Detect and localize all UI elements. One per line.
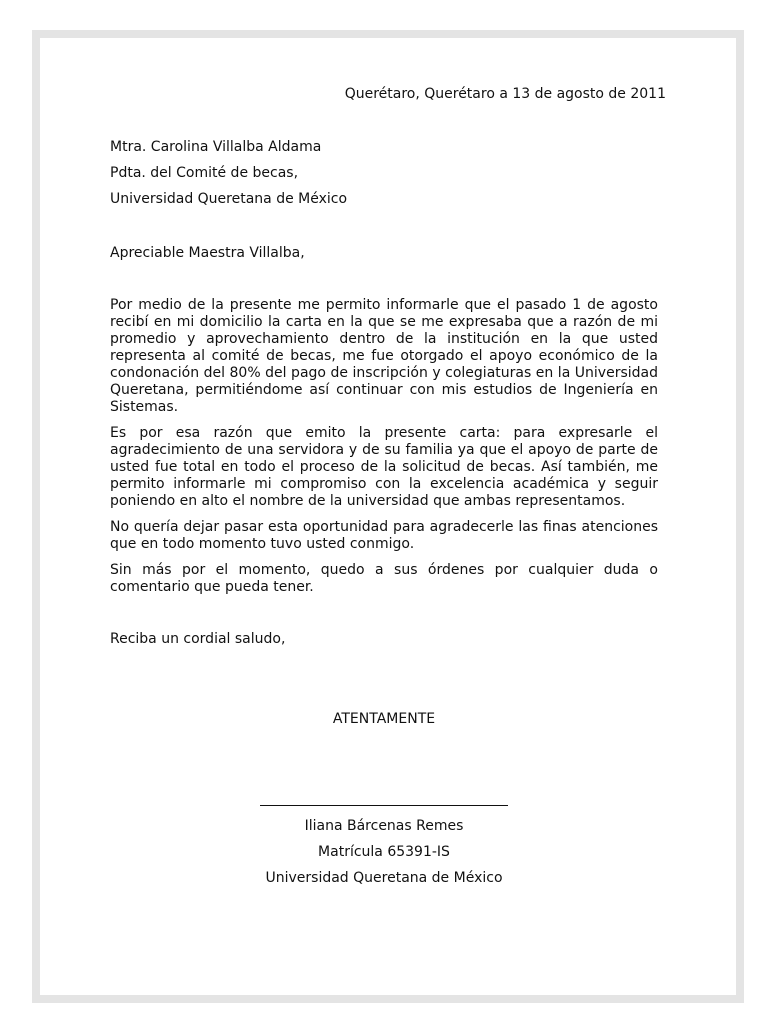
letter-body: [110, 297, 658, 605]
recipient-name: Mtra. Carolina Villalba Aldama: [110, 139, 322, 155]
greeting: Apreciable Maestra Villalba,: [110, 245, 305, 261]
body-paragraph: Sin más por el momento, quedo a sus órdenes por cualquier duda o comentario que pueda tener.: [110, 562, 658, 595]
signer-name: Iliana Bárcenas Remes: [304, 818, 464, 834]
signature-block: [40, 797, 728, 896]
recipient-block: [110, 139, 347, 217]
signer-institution: Universidad Queretana de México: [265, 870, 503, 886]
date-line: Querétaro, Querétaro a 13 de agosto de 2011: [344, 86, 666, 102]
closing: Reciba un cordial saludo,: [110, 631, 286, 647]
sign-off: ATENTAMENTE: [332, 711, 436, 727]
signature-line: [260, 797, 508, 806]
body-paragraph: No quería dejar pasar esta oportunidad para agradecerle las finas atenciones que en todo momento tuvo usted conmigo.: [110, 519, 658, 552]
signer-id: Matrícula 65391-IS: [318, 844, 450, 860]
letter-page: [40, 38, 736, 995]
body-paragraph: Por medio de la presente me permito informarle que el pasado 1 de agosto recibí en mi domicilio la carta en la que se me expresaba que a razón de mi promedio y aprovechamiento dentro de la institución en la que usted representa al comité de becas, me fue otorgado el apoyo económico de la condonación del 80% del pago de inscripción y colegiaturas en la Universidad Queretana, permitiéndome así continuar con mis estudios de Ingeniería en Sistemas.: [110, 297, 658, 415]
recipient-institution: Universidad Queretana de México: [110, 191, 348, 207]
recipient-position: Pdta. del Comité de becas,: [110, 165, 299, 181]
body-paragraph: Es por esa razón que emito la presente carta: para expresarle el agradecimiento de una servidora y de su familia ya que el apoyo de parte de usted fue total en todo el proceso de la solicitud de becas. Así también, me permito informarle mi compromiso con la excelencia académica y seguir poniendo en alto el nombre de la universidad que ambas representamos.: [110, 425, 658, 509]
document-frame: [32, 30, 744, 1003]
